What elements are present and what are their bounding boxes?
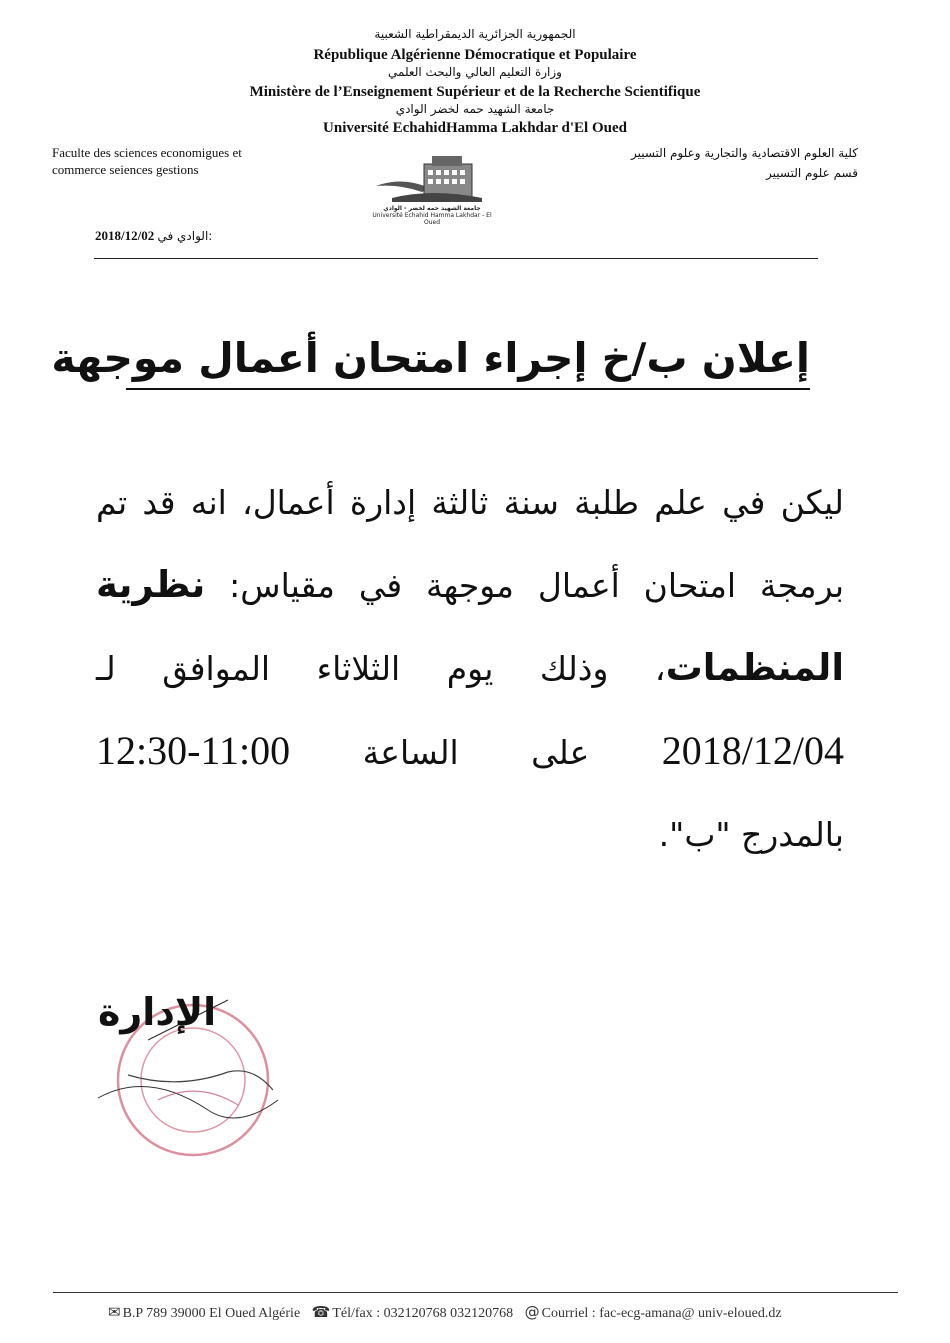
- faculty-fr-line1: Faculte des sciences economigues et: [52, 145, 242, 160]
- ministry-title-fr: Ministère de l’Enseignement Supérieur et de la Recherche Scientifique: [249, 84, 701, 100]
- university-title-fr: Université EchahidHamma Lakhdar d'El Oued: [323, 120, 627, 136]
- faculty-fr-line2: commerce seiences gestions: [52, 162, 199, 177]
- date-label: الوادي في:: [157, 229, 213, 243]
- body-line-4: [96, 710, 844, 794]
- at-icon: @: [524, 1303, 540, 1321]
- faculty-name-ar: [631, 143, 858, 183]
- logo-caption-ar: جامعة الشهيد حمه لخضر - الوادي: [383, 205, 481, 212]
- body-line-2: [96, 544, 844, 627]
- university-title-ar: جامعة الشهيد حمه لخضر الوادي: [395, 102, 555, 116]
- exam-time: 12:30-11:00: [96, 728, 291, 773]
- ministry-title-ar: وزارة التعليم العالي والبحث العلمي: [388, 65, 562, 79]
- body-line-1: ليكن في علم طلبة سنة ثالثة إدارة أعمال، انه قد تم: [96, 483, 844, 522]
- module-name-part2: المنظمات: [665, 646, 844, 689]
- faculty-name-fr: [52, 144, 242, 178]
- announcement-title: إعلان ب/خ إجراء امتحان أعمال موجهة: [126, 330, 810, 390]
- department-ar: قسم علوم التسيير: [766, 166, 858, 180]
- footer-address: B.P 789 39000 El Oued Algérie: [122, 1306, 301, 1321]
- footer-divider: [53, 1292, 898, 1293]
- mail-icon: ✉: [108, 1303, 121, 1321]
- header-divider: [94, 258, 818, 259]
- date-line: [95, 228, 212, 244]
- republic-title-ar: الجمهورية الجزائرية الديمقراطية الشعبية: [374, 27, 576, 41]
- exam-date: 2018/12/04: [661, 728, 845, 773]
- administration-signature: الإدارة: [98, 990, 217, 1034]
- logo-caption: [372, 205, 492, 226]
- body-line-3-text: ، وذلك يوم الثلاثاء الموافق لـ: [96, 649, 666, 688]
- footer-contact: [100, 1303, 782, 1322]
- body-line-2-text: برمجة امتحان أعمال موجهة في مقياس:: [229, 566, 844, 605]
- footer-email: Courriel : fac-ecg-amana@ univ-eloued.dz: [541, 1306, 782, 1321]
- announcement-body: [96, 462, 844, 876]
- body-line-5: بالمدرج "ب".: [658, 815, 844, 854]
- phone-icon: ☎: [311, 1303, 331, 1321]
- logo-caption-fr: Université Echahid Hamma Lakhdar - El Oued: [372, 212, 492, 226]
- module-name-part1: نظرية: [96, 563, 206, 606]
- body-line-3: [96, 627, 844, 710]
- body-line-4-text: على الساعة: [362, 733, 590, 772]
- footer-phone: Tél/fax : 032120768 032120768: [332, 1306, 514, 1321]
- date-value: 2018/12/02: [95, 228, 155, 243]
- faculty-ar-line1: كلية العلوم الاقتصادية والتجارية وعلوم التسيير: [630, 146, 858, 160]
- republic-title-fr: République Algérienne Démocratique et Populaire: [313, 47, 637, 63]
